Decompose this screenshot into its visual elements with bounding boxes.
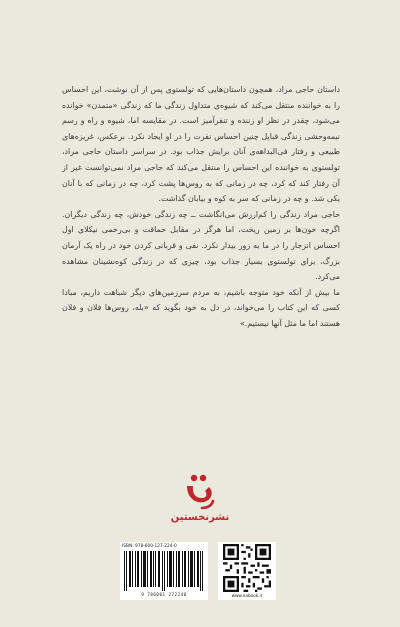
blurb-paragraph-3: ما بیش از آنکه خود متوجه باشیم، به مردم سرزمین‌های دیگر شباهت داریم، مبادا کسی که این کتاب را می‌خواند، در دل به خود بگوید که «بله، روس‌ها فلان و فلان هستند اما ما مثل آنها نیستیم.» <box>62 287 340 328</box>
qr-pattern <box>221 544 273 592</box>
barcode <box>120 542 208 600</box>
barcode-bars <box>124 551 204 591</box>
website-url: www.nabook.ir <box>231 593 263 598</box>
blurb-paragraph-1: داستان حاجی مراد، همچون داستان‌هایی که تولستوی پس از آن نوشت، این احساس را به خواننده منتقل می‌کند که شیوه‌ی متداول زندگی ما که زندگی «متمدن» خوانده می‌شود، چقدر در نظر او زننده و تنفرآمیز است. در مقایسه اما، شیوه و راه و رسم نیمه‌وحشی زندگی قبایل چنین احساس نفرت را در او ایجاد نکرد. برعکس، غریزه‌های طبیعی و رفتار فی‌البداهه‌ی آنان برایش جذاب بود. در سراسر داستان حاجی مراد، تولستوی به خواننده این احساس را منتقل می‌کند که حاجی مراد نمی‌توانست غیر از آن رفتار کند که کرد، چه در زمانی که به روس‌ها پشت کرد، چه در زمانی که با آنان یکی شد. و چه در زمانی که سر به کوه و بیابان گذاشت. <box>62 85 340 204</box>
publisher-name: نشرنخستین <box>170 512 230 523</box>
blurb-paragraph-2: حاجی مراد زندگی را کم‌ارزش می‌انگاشت ــ چه زندگی خودش، چه زندگی دیگران. اگرچه خون‌ها بر زمین ریخت، اما هرگز در مقابل حماقت و بی‌رحمی نیکلای اول احساس انزجار را در ما به زور بیدار نکرد. نفی و قربانی کردن خود در راه یک آرمان بزرگ، برای تولستوی بسیار جذاب بود، چیزی که در زندگی کوه‌نشینان مشاهده می‌کرد. <box>62 209 340 282</box>
barcode-digits: 9 786001 272240 <box>141 592 187 597</box>
blurb-text <box>62 82 340 332</box>
isbn-label: ISBN: 978-600-127-224-0 <box>122 544 177 549</box>
publisher-logo <box>178 468 222 512</box>
qr-code <box>218 542 276 600</box>
